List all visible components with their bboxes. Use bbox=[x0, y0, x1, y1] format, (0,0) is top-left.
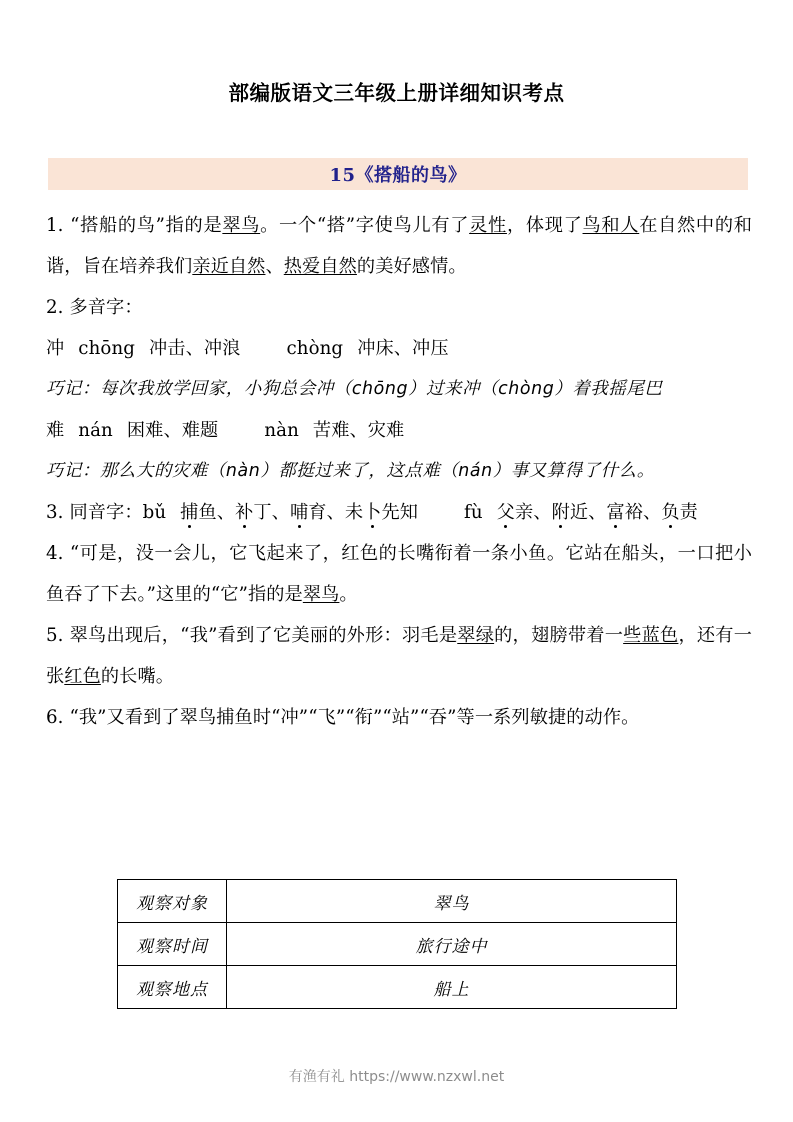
knowledge-point-6 bbox=[46, 697, 752, 738]
footer-watermark: 有渔有礼 https://www.nzxwl.net bbox=[288, 1069, 505, 1085]
bu-word-0-emphasis-char: 捕 bbox=[180, 502, 199, 523]
item5-seg-b: 的，翅膀带着一 bbox=[494, 625, 624, 646]
page-title: 部编版语文三年级上册详细知识考点 bbox=[228, 81, 565, 105]
mnemonic-nan: 巧记：那么大的灾难（nàn）都挺过来了，这点难（nán）事又算得了什么。 bbox=[46, 461, 655, 481]
knowledge-point-3 bbox=[46, 492, 752, 533]
item1-seg-a: “搭船的鸟”指的是 bbox=[70, 215, 223, 236]
bu-word-3-rest: 先知 bbox=[381, 502, 419, 523]
item5-seg-c: ，还有一张 bbox=[46, 625, 753, 687]
item3-number: 3. bbox=[46, 502, 64, 523]
fu-separator-0: 、 bbox=[533, 502, 552, 523]
table-row-label: 观察对象 bbox=[118, 880, 227, 923]
fu-word-3-emphasis-char: 负 bbox=[661, 502, 680, 523]
nan-pinyin-2: nàn bbox=[264, 420, 299, 441]
chong-words-1: 冲击、冲浪 bbox=[149, 338, 241, 359]
fu-word-0-emphasis-char: 父 bbox=[496, 502, 515, 523]
item1-number: 1. bbox=[46, 215, 64, 236]
fu-word-3-rest: 责 bbox=[679, 502, 698, 523]
item4-seg-a: “可是，没一会儿，它飞起来了，红色的长嘴衔着一条小鱼。它站在船头，一口把小鱼吞了下去。”这里的“它”指的是 bbox=[46, 543, 752, 605]
item1-underline-b: 灵性 bbox=[469, 215, 507, 236]
fu-pinyin: fù bbox=[464, 502, 483, 523]
fu-word-2-emphasis-char: 富 bbox=[606, 502, 625, 523]
fu-word-1-emphasis-char: 附 bbox=[551, 502, 570, 523]
item1-underline-c: 鸟和人 bbox=[582, 215, 640, 236]
item5-number: 5. bbox=[46, 625, 64, 646]
item5-seg-a: 翠鸟出现后，“我”看到了它美丽的外形：羽毛是 bbox=[69, 625, 458, 646]
item2-heading: 多音字： bbox=[69, 297, 143, 318]
bu-word-1-emphasis-char: 补 bbox=[235, 502, 254, 523]
mnemonic-chong: 巧记：每次我放学回家，小狗总会冲（chōng）过来冲（chòng）着我摇尾巴 bbox=[46, 379, 663, 399]
bu-word-1-rest: 丁 bbox=[253, 502, 272, 523]
item5-underline-a: 翠绿 bbox=[457, 625, 495, 646]
item5-underline-c: 红色 bbox=[64, 666, 101, 687]
bu-separator-1: 、 bbox=[271, 502, 290, 523]
item3-heading: 同音字： bbox=[69, 502, 143, 523]
knowledge-point-1 bbox=[46, 205, 752, 287]
chong-words-2: 冲床、冲压 bbox=[357, 338, 449, 359]
table-row bbox=[118, 966, 677, 1009]
item4-seg-b: 。 bbox=[339, 584, 358, 605]
item1-seg-d: 在自然中的和谐，旨在培养我们 bbox=[46, 215, 753, 277]
content-body bbox=[46, 205, 752, 738]
item1-seg-c: ，体现了 bbox=[506, 215, 583, 236]
chong-char: 冲 bbox=[46, 338, 65, 359]
item5-seg-d: 的长嘴。 bbox=[100, 666, 175, 687]
bu-word-3-prefix: 未 bbox=[344, 502, 364, 523]
item1-underline-e: 热爱自然 bbox=[283, 256, 357, 277]
table-row-label: 观察时间 bbox=[118, 923, 227, 966]
nan-char: 难 bbox=[46, 420, 65, 441]
item1-underline-d: 亲近自然 bbox=[192, 256, 266, 277]
bu-word-3-emphasis-char: 卜 bbox=[363, 502, 382, 523]
item1-seg-b: 。一个“搭”字使鸟儿有了 bbox=[260, 215, 470, 236]
lesson-banner bbox=[48, 158, 748, 190]
knowledge-point-2 bbox=[46, 287, 752, 328]
bu-pinyin: bǔ bbox=[142, 502, 167, 523]
bu-word-2-emphasis-char: 哺 bbox=[289, 502, 309, 523]
table-row-value: 翠鸟 bbox=[227, 880, 677, 923]
chong-pinyin-1: chōng bbox=[78, 338, 136, 359]
bu-separator-2: 、 bbox=[326, 502, 345, 523]
fu-separator-1: 、 bbox=[588, 502, 607, 523]
table-row bbox=[118, 880, 677, 923]
homophone-list-fu bbox=[497, 502, 698, 523]
table-row-value: 船上 bbox=[227, 966, 677, 1009]
nan-words-2: 苦难、灾难 bbox=[312, 420, 405, 441]
item4-number: 4. bbox=[46, 543, 64, 564]
nan-pinyin-1: nán bbox=[78, 420, 113, 441]
table-row-label: 观察地点 bbox=[118, 966, 227, 1009]
observation-table bbox=[117, 879, 677, 1009]
table-row bbox=[118, 923, 677, 966]
nan-words-1: 困难、难题 bbox=[126, 420, 219, 441]
knowledge-point-4 bbox=[46, 533, 752, 615]
bu-separator-0: 、 bbox=[216, 502, 236, 523]
knowledge-point-5 bbox=[46, 615, 752, 697]
item6-text: “我”又看到了翠鸟捕鱼时“冲”“飞”“衔”“站”“吞”等一系列敏捷的动作。 bbox=[69, 707, 640, 728]
fu-word-1-rest: 近 bbox=[569, 502, 589, 523]
lesson-banner-label: 15《搭船的鸟》 bbox=[329, 165, 467, 186]
item2-number: 2. bbox=[46, 297, 64, 318]
fu-separator-2: 、 bbox=[643, 502, 662, 523]
item1-seg-f: 的美好感情。 bbox=[356, 256, 467, 277]
item1-underline-a: 翠鸟 bbox=[222, 215, 261, 236]
fu-word-0-rest: 亲 bbox=[514, 502, 534, 523]
polyphone-row-nan bbox=[46, 410, 752, 451]
item5-underline-b: 些蓝色 bbox=[623, 625, 679, 646]
item1-seg-e: 、 bbox=[265, 256, 284, 277]
bu-word-0-rest: 鱼 bbox=[198, 502, 217, 523]
item6-number: 6. bbox=[46, 707, 64, 728]
item4-underline-a: 翠鸟 bbox=[302, 584, 340, 605]
bu-word-2-rest: 育 bbox=[308, 502, 327, 523]
table-row-value: 旅行途中 bbox=[227, 923, 677, 966]
polyphone-row-chong bbox=[46, 328, 752, 369]
chong-pinyin-2: chòng bbox=[286, 338, 344, 359]
fu-word-2-rest: 裕 bbox=[624, 502, 644, 523]
homophone-list-bu bbox=[180, 502, 418, 523]
